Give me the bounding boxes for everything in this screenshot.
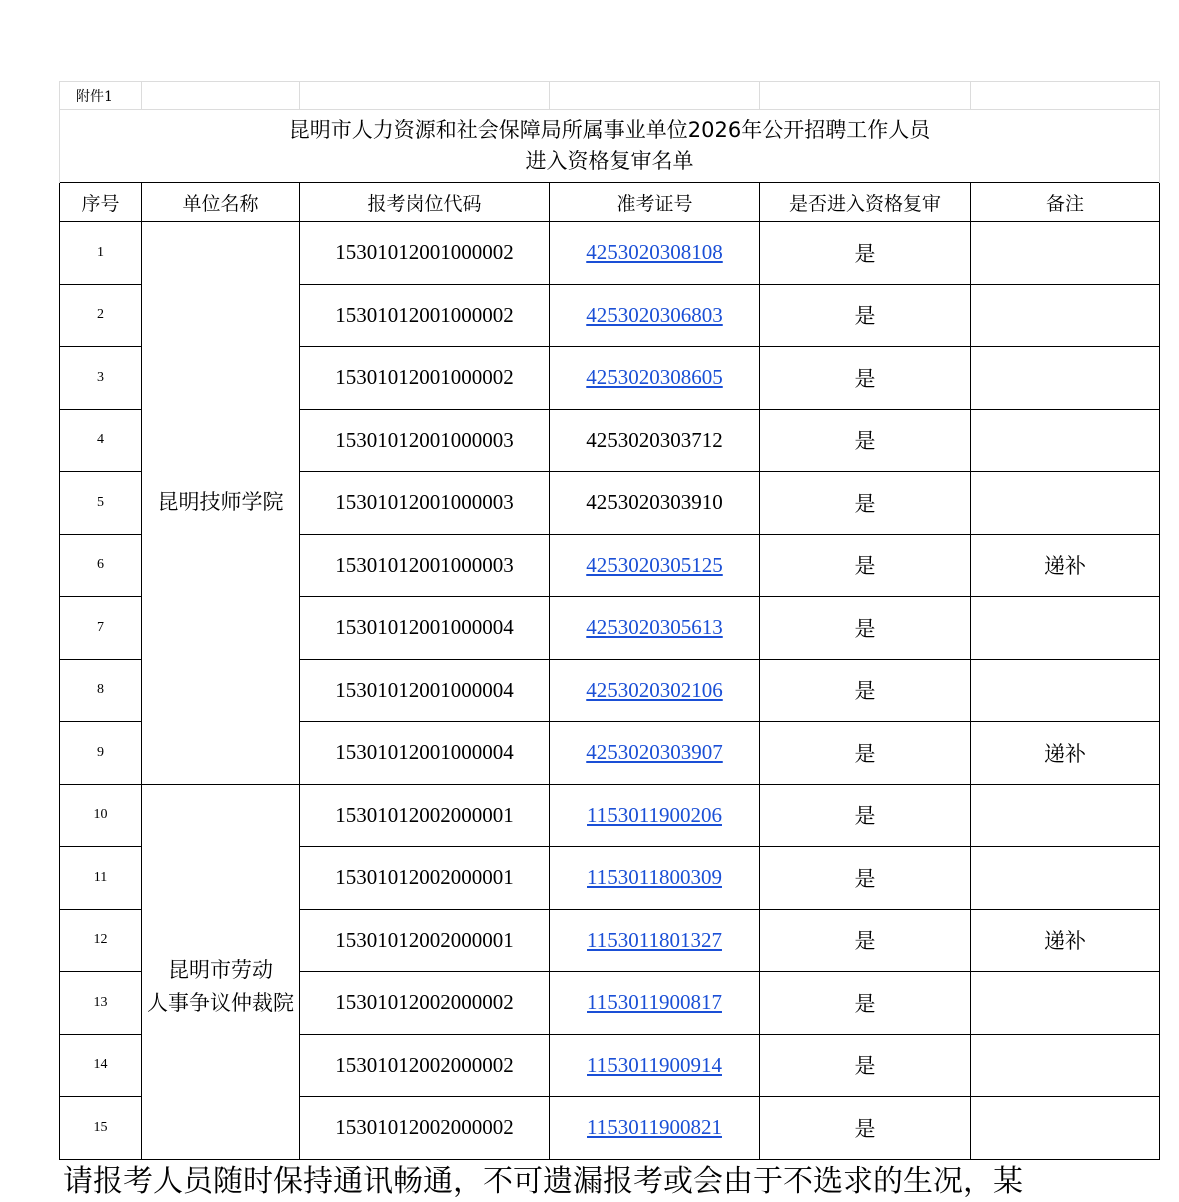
row-note xyxy=(971,409,1160,472)
unit-name: 昆明技师学院 xyxy=(142,222,300,785)
review-status: 是 xyxy=(760,909,971,972)
row-seq: 7 xyxy=(60,597,142,660)
review-status: 是 xyxy=(760,847,971,910)
row-seq: 14 xyxy=(60,1034,142,1097)
row-seq: 5 xyxy=(60,472,142,535)
row-seq: 13 xyxy=(60,972,142,1035)
review-status: 是 xyxy=(760,284,971,347)
post-code: 15301012001000004 xyxy=(300,659,550,722)
header-seq: 序号 xyxy=(60,183,142,222)
ticket-link[interactable]: 1153011900817 xyxy=(550,972,760,1035)
header-ticket: 准考证号 xyxy=(550,183,760,222)
ticket-link[interactable]: 4253020303907 xyxy=(550,722,760,785)
row-note xyxy=(971,347,1160,410)
review-status: 是 xyxy=(760,597,971,660)
review-status: 是 xyxy=(760,347,971,410)
review-status: 是 xyxy=(760,222,971,285)
footer-notice: 请报考人员随时保持通讯畅通，不可遗漏报考或会由于不选求的生况，某 xyxy=(63,1164,1023,1199)
review-status: 是 xyxy=(760,472,971,535)
attachment-row xyxy=(60,82,1160,110)
post-code: 15301012002000002 xyxy=(300,972,550,1035)
review-status: 是 xyxy=(760,722,971,785)
row-seq: 12 xyxy=(60,909,142,972)
review-status: 是 xyxy=(760,409,971,472)
row-note xyxy=(971,1097,1160,1160)
row-seq: 4 xyxy=(60,409,142,472)
review-status: 是 xyxy=(760,534,971,597)
row-note xyxy=(971,659,1160,722)
ticket-link[interactable]: 4253020308108 xyxy=(550,222,760,285)
review-status: 是 xyxy=(760,1034,971,1097)
row-note xyxy=(971,972,1160,1035)
row-seq: 15 xyxy=(60,1097,142,1160)
header-unit: 单位名称 xyxy=(142,183,300,222)
page-title xyxy=(60,110,1160,183)
row-note xyxy=(971,597,1160,660)
post-code: 15301012002000002 xyxy=(300,1034,550,1097)
row-note xyxy=(971,284,1160,347)
row-seq: 11 xyxy=(60,847,142,910)
attachment-label: 附件1 xyxy=(60,82,142,110)
ticket-link[interactable]: 1153011900206 xyxy=(550,784,760,847)
row-note: 递补 xyxy=(971,534,1160,597)
post-code: 15301012001000004 xyxy=(300,722,550,785)
title-line-2: 进入资格复审名单 xyxy=(525,149,694,173)
row-seq: 6 xyxy=(60,534,142,597)
candidate-table xyxy=(59,81,1160,1160)
title-line-1: 昆明市人力资源和社会保障局所属事业单位2026年公开招聘工作人员 xyxy=(288,118,931,142)
review-status: 是 xyxy=(760,784,971,847)
post-code: 15301012001000004 xyxy=(300,597,550,660)
row-note xyxy=(971,1034,1160,1097)
ticket-link[interactable]: 4253020305125 xyxy=(550,534,760,597)
unit-name: 昆明市劳动 人事争议仲裁院 xyxy=(142,784,300,1159)
ticket-link[interactable]: 1153011801327 xyxy=(550,909,760,972)
ticket-link[interactable]: 1153011900821 xyxy=(550,1097,760,1160)
review-status: 是 xyxy=(760,1097,971,1160)
row-note xyxy=(971,784,1160,847)
header-review: 是否进入资格复审 xyxy=(760,183,971,222)
row-note xyxy=(971,472,1160,535)
header-row xyxy=(60,183,1160,222)
post-code: 15301012002000002 xyxy=(300,1097,550,1160)
ticket-link[interactable]: 4253020308605 xyxy=(550,347,760,410)
row-note: 递补 xyxy=(971,722,1160,785)
post-code: 15301012001000003 xyxy=(300,409,550,472)
post-code: 15301012001000002 xyxy=(300,347,550,410)
ticket-number: 4253020303712 xyxy=(550,409,760,472)
ticket-link[interactable]: 1153011900914 xyxy=(550,1034,760,1097)
post-code: 15301012002000001 xyxy=(300,784,550,847)
table-row xyxy=(60,222,1160,285)
row-seq: 2 xyxy=(60,284,142,347)
post-code: 15301012002000001 xyxy=(300,909,550,972)
row-note: 递补 xyxy=(971,909,1160,972)
review-status: 是 xyxy=(760,659,971,722)
header-post-code: 报考岗位代码 xyxy=(300,183,550,222)
row-note xyxy=(971,222,1160,285)
title-row xyxy=(60,110,1160,183)
row-seq: 10 xyxy=(60,784,142,847)
post-code: 15301012001000002 xyxy=(300,222,550,285)
post-code: 15301012001000003 xyxy=(300,534,550,597)
row-seq: 8 xyxy=(60,659,142,722)
ticket-link[interactable]: 4253020302106 xyxy=(550,659,760,722)
post-code: 15301012002000001 xyxy=(300,847,550,910)
ticket-link[interactable]: 1153011800309 xyxy=(550,847,760,910)
post-code: 15301012001000002 xyxy=(300,284,550,347)
ticket-link[interactable]: 4253020306803 xyxy=(550,284,760,347)
row-seq: 3 xyxy=(60,347,142,410)
header-note: 备注 xyxy=(971,183,1160,222)
ticket-number: 4253020303910 xyxy=(550,472,760,535)
row-seq: 9 xyxy=(60,722,142,785)
row-note xyxy=(971,847,1160,910)
table-row xyxy=(60,784,1160,847)
ticket-link[interactable]: 4253020305613 xyxy=(550,597,760,660)
post-code: 15301012001000003 xyxy=(300,472,550,535)
review-status: 是 xyxy=(760,972,971,1035)
row-seq: 1 xyxy=(60,222,142,285)
